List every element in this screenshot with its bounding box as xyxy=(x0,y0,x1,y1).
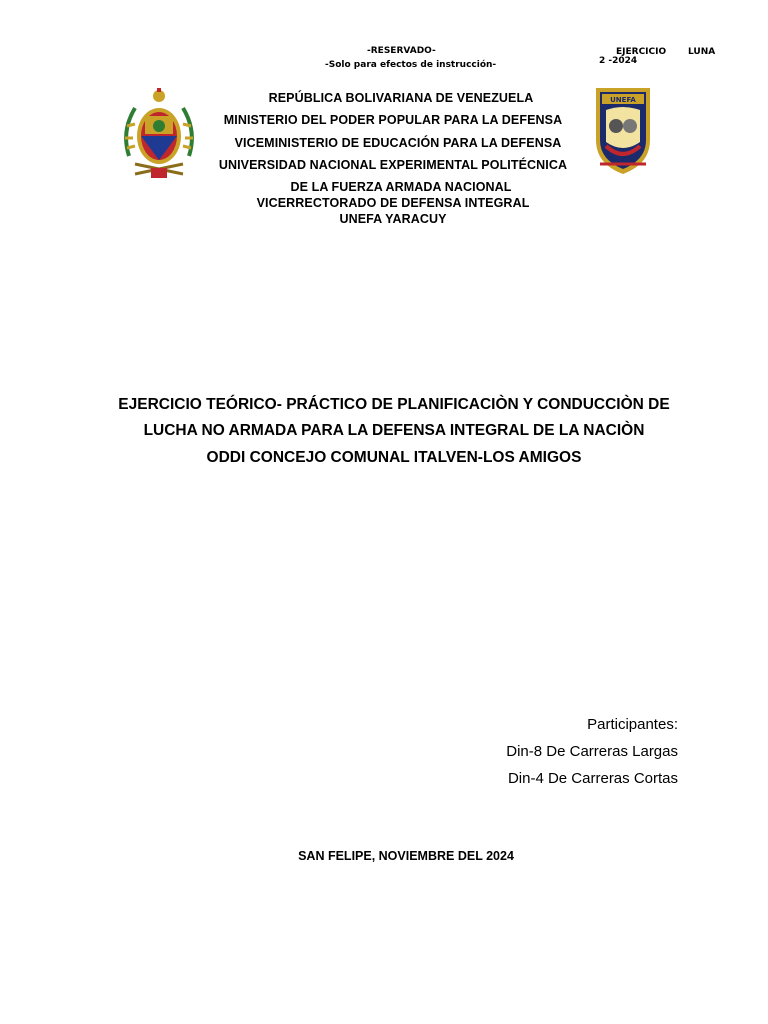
header-line: UNIVERSIDAD NACIONAL EXPERIMENTAL POLITÉCNICA xyxy=(218,158,568,172)
exercise-code: 2 -2024 xyxy=(599,56,638,66)
instruction-label: -Solo para efectos de instrucción- xyxy=(325,60,497,70)
participant-item: Din-8 De Carreras Largas xyxy=(506,743,678,760)
header-line: VICERRECTORADO DE DEFENSA INTEGRAL xyxy=(256,196,530,210)
title-line: LUCHA NO ARMADA PARA LA DEFENSA INTEGRAL DE LA NACIÒN xyxy=(143,422,645,439)
place-date: SAN FELIPE, NOVIEMBRE DEL 2024 xyxy=(298,849,514,863)
header-line: VICEMINISTERIO DE EDUCACIÓN PARA LA DEFENSA xyxy=(234,136,562,150)
title-line: ODDI CONCEJO COMUNAL ITALVEN-LOS AMIGOS xyxy=(206,449,582,466)
header-line: REPÚBLICA BOLIVARIANA DE VENEZUELA xyxy=(268,91,534,105)
header-line: DE LA FUERZA ARMADA NACIONAL xyxy=(290,180,512,194)
header-line: UNEFA YARACUY xyxy=(339,212,447,226)
participant-item: Din-4 De Carreras Cortas xyxy=(507,770,678,787)
title-line: EJERCICIO TEÓRICO- PRÁCTICO DE PLANIFICACIÒN Y CONDUCCIÒN DE xyxy=(118,396,670,413)
svg-text:UNEFA: UNEFA xyxy=(610,96,636,104)
reserved-label: -RESERVADO- xyxy=(367,46,436,56)
participants-label: Participantes: xyxy=(587,716,678,733)
header-line: MINISTERIO DEL PODER POPULAR PARA LA DEFENSA xyxy=(223,113,563,127)
exercise-label: EJERCICIO xyxy=(616,47,667,57)
exercise-name: LUNA xyxy=(688,47,716,57)
